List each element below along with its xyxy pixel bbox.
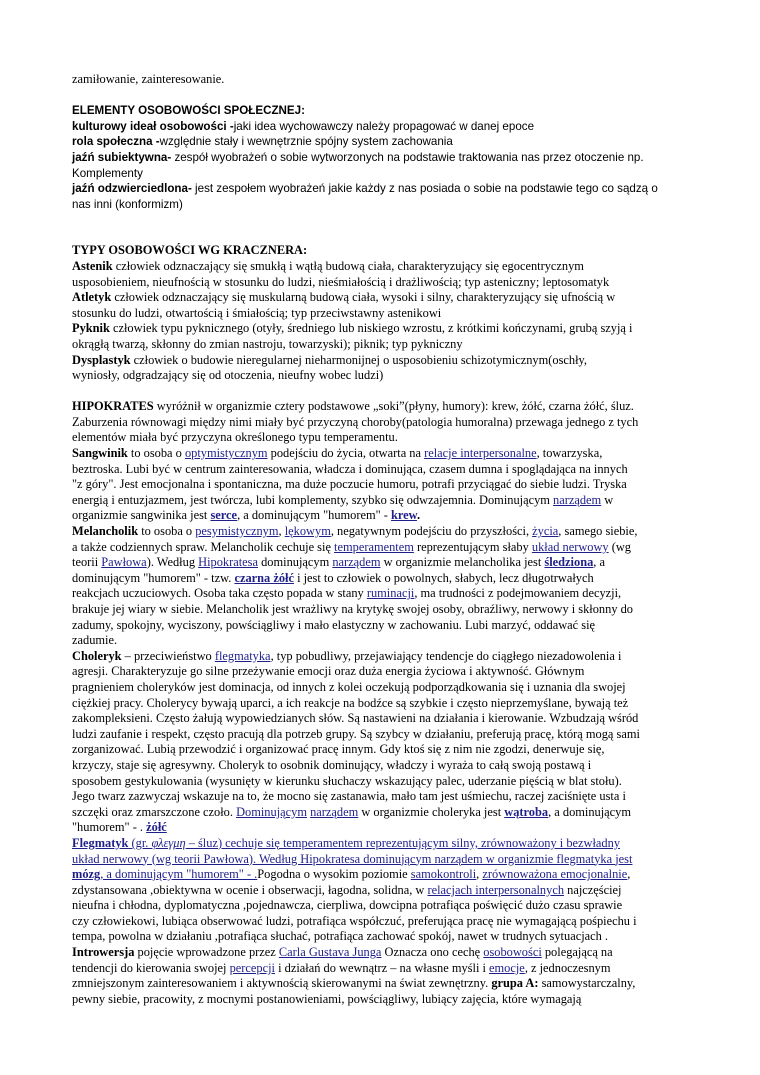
text-fragment: "humorem" - . bbox=[72, 820, 147, 835]
text-fragment: , samego siebie, bbox=[558, 524, 638, 539]
text-line bbox=[72, 337, 690, 353]
text-line bbox=[72, 649, 690, 665]
text-line bbox=[72, 742, 690, 758]
text-fragment: agresji. Charakteryzuje go silne przeżywanie emocji oraz duża energia życiowa i aktywność. Głównym bbox=[72, 664, 585, 679]
term: Melancholik bbox=[72, 524, 139, 539]
term: Sangwinik bbox=[72, 446, 128, 461]
text-fragment: , a dominującym "humorem" - . bbox=[100, 867, 258, 882]
text-fragment: zadumie. bbox=[72, 633, 118, 648]
text-fragment: Pogodna o wysokim poziomie bbox=[257, 867, 411, 882]
link-narzadem[interactable]: narządem bbox=[553, 492, 602, 507]
text-fragment: – przeciwieństwo bbox=[121, 648, 215, 663]
term: Flegmatyk bbox=[72, 835, 129, 850]
text-line bbox=[72, 961, 690, 977]
link-sledziona[interactable]: śledziona bbox=[544, 555, 594, 570]
text-fragment: . bbox=[416, 508, 421, 523]
text-line bbox=[72, 618, 690, 634]
link-osobowosci[interactable]: osobowości bbox=[483, 945, 542, 960]
text-fragment: w organizmie choleryka jest bbox=[358, 804, 505, 819]
text-line bbox=[72, 493, 690, 509]
text-fragment: najczęściej bbox=[564, 882, 622, 897]
text-line bbox=[72, 306, 690, 322]
text-fragment: w organizmie melancholika jest bbox=[380, 555, 545, 570]
text-fragment: , typ pobudliwy, przejawiający tendencje do ciągłego niezadowolenia i bbox=[270, 648, 622, 663]
text-fragment: beztroska. Lubi być w centrum zainteresowania, władcza i dominująca, czasem dumna i spoglądająca na innych bbox=[72, 461, 628, 476]
text-fragment: układ nerwowy (wg teorii Pawłowa). Według Hipokratesa dominującym narządem w organizmie flegmatyka jest bbox=[72, 851, 633, 866]
link-flegmatyka[interactable]: flegmatyka bbox=[214, 648, 271, 663]
text-line bbox=[72, 321, 690, 337]
text-line bbox=[72, 571, 690, 587]
text-line bbox=[72, 259, 690, 275]
link-lekowym[interactable]: lękowym bbox=[284, 524, 331, 539]
text-fragment: zespół wyobrażeń o sobie wytworzonych na podstawie traktowania nas przez otoczenie np. bbox=[171, 150, 644, 164]
text-line bbox=[72, 914, 690, 930]
text-fragment: sposobem gestykulowania (wysunięty w kierunku słuchaczy wskazujący palec, uderzanie pięścią w blat stołu). bbox=[72, 773, 622, 788]
text-line bbox=[72, 524, 690, 540]
text-fragment: pewny siebie, pracowity, z mocnymi postanowieniami, powściągliwy, lubiący zajęcia, które wymagają bbox=[72, 991, 582, 1006]
text-fragment: , negatywnym podejściu do przyszłości, bbox=[330, 524, 533, 539]
text-line bbox=[72, 181, 690, 197]
text-fragment: zdystansowana ,obiektywna w ocenie i obserwacji, łagodna, solidna, w bbox=[72, 882, 428, 897]
text-line bbox=[72, 586, 690, 602]
term: Dysplastyk bbox=[72, 352, 131, 367]
term: jaźń subiektywna- bbox=[72, 150, 172, 164]
text-fragment: zmniejszonym zainteresowaniem i aktywnością skierowanymi na świat zewnętrzny. bbox=[72, 976, 492, 991]
text-line bbox=[72, 774, 690, 790]
text-line bbox=[72, 898, 690, 914]
text-line bbox=[72, 789, 690, 805]
text-line bbox=[72, 929, 690, 945]
text-fragment: tendencji do kierowania swojej bbox=[72, 960, 230, 975]
text-fragment: brakuje jej wiary w siebie. Melancholik jest wrażliwy na krytykę swojej osoby, obraźliwy, nerwowy i skłonny do bbox=[72, 602, 634, 616]
text-fragment: ). Według bbox=[146, 555, 199, 570]
link-samokontroli[interactable]: samokontroli bbox=[410, 867, 477, 882]
text-line bbox=[72, 197, 690, 213]
text-line bbox=[72, 508, 690, 524]
text-fragment: człowiek typu pyknicznego (otyły, średniego lub niskiego wzrostu, z krótkimi kończynami, grubą szyją i bbox=[109, 321, 633, 336]
text-line bbox=[72, 368, 690, 384]
text-fragment: zakompleksieni. Często żałują wypowiedzianych słów. Są nastawieni na działania i kierowanie. Wzbudzają wśród bbox=[72, 711, 639, 726]
text-line bbox=[72, 602, 690, 618]
text-fragment: człowiek o budowie nieregularnej nieharmonijnej o usposobieniu schizotymicznym(oschły, bbox=[130, 352, 588, 367]
text-fragment: polegającą na bbox=[541, 945, 613, 960]
text-fragment: Oznacza ono cechę bbox=[381, 945, 484, 960]
section-heading-typy: TYPY OSOBOWOŚCI WG KRACZNERA: bbox=[72, 243, 308, 258]
text-line bbox=[72, 805, 690, 821]
text-line bbox=[72, 166, 690, 182]
link-percepcji[interactable]: percepcji bbox=[229, 960, 275, 975]
text-fragment: nieufna i chłodna, dyplomatyczna ,pojednawcza, cierpliwa, dowcipna potrafiąca poświęcić dużo czasu sprawie bbox=[72, 898, 623, 913]
text-fragment: nas inni (konformizm) bbox=[72, 197, 183, 211]
text-fragment: "z góry". Jest emocjonalna i spontaniczna, ma duże poczucie humoru, potrafi przyciągać do siebie ludzi. Tryska bbox=[72, 477, 627, 492]
link-ruminacji[interactable]: ruminacji bbox=[366, 586, 415, 601]
text-line bbox=[72, 867, 690, 883]
text-fragment: szczęki oraz zmarszczone czoło. bbox=[72, 804, 237, 819]
text-fragment: , bbox=[476, 867, 483, 882]
text-fragment: podejściu do życia, otwarta na bbox=[267, 446, 425, 461]
term: grupa A: bbox=[491, 976, 539, 991]
text-line bbox=[72, 430, 690, 446]
text-fragment: tempa, powolna w działaniu ,potrafiąca słuchać, potrafiąca zachować spokój, nawet w trudnych sytuacjach . bbox=[72, 929, 609, 944]
link-carla-gustava-junga[interactable]: Carla Gustava Junga bbox=[278, 945, 382, 960]
text-fragment: dominującym "humorem" - tzw. bbox=[72, 570, 235, 585]
text-fragment: krzyczy, staje się agresywny. Choleryk to osobnik dominujący, władczy i wyraża to całą swoją postawą i bbox=[72, 757, 592, 772]
text-fragment: Jego twarz zazwyczaj wskazuje na to, że mocno się zastanawia, mało tam jest uśmiechu, raczej zaciśnięte usta i bbox=[72, 789, 626, 804]
text-fragment: względnie stały i wewnętrznie spójny system zachowania bbox=[159, 135, 453, 149]
term: Astenik bbox=[72, 258, 113, 273]
document-page bbox=[72, 72, 690, 1007]
text-fragment: to osoba o bbox=[127, 446, 185, 461]
text-line bbox=[72, 477, 690, 493]
text-line bbox=[72, 399, 690, 415]
link-serce[interactable]: serce bbox=[210, 508, 238, 523]
link-hipokratesa[interactable]: Hipokratesa bbox=[198, 555, 258, 570]
text-line bbox=[72, 72, 690, 88]
term: kulturowy ideał osobowości - bbox=[72, 119, 234, 133]
link-zolc[interactable]: żółć bbox=[146, 820, 167, 835]
link-pesymistycznym[interactable]: pesymistycznym bbox=[195, 524, 279, 539]
text-fragment: człowiek odznaczający się smukłą i wątłą budową ciała, charakteryzujący się egocentrycznym bbox=[112, 258, 584, 273]
text-fragment: ludzi zaufanie i respekt, często pracują dla potrzeb grupy. Są szybcy w działaniu, preferują pracę, którą mogą sami bbox=[72, 726, 640, 741]
text-fragment: okrągłą twarzą, skłonny do zmian nastroju, towarzyski); piknik; typ pykniczny bbox=[72, 336, 463, 351]
text-line bbox=[72, 758, 690, 774]
text-fragment: usposobieniem, nieufnością w stosunku do ludzi, nieśmiałością i drażliwością; typ asteniczny; leptosomatyk bbox=[72, 274, 610, 289]
link-krew[interactable]: krew bbox=[391, 508, 417, 523]
text-fragment: a także codziennych spraw. Melancholik cechuje się bbox=[72, 539, 335, 554]
text-fragment: energią i entuzjazmem, jest twórcza, lubi komplementy, szybko się odwzajemnia. Dominującym bbox=[72, 492, 554, 507]
term: Choleryk bbox=[72, 648, 122, 663]
text-line bbox=[72, 664, 690, 680]
text-fragment: , a dominującym "humorem" - bbox=[237, 508, 392, 523]
text-fragment: zadumy, spokojny, wyciszony, powściągliwy i mało elastyczny w zachowaniu. Lubi marzyć, oddawać się bbox=[72, 617, 596, 632]
text-fragment: samowystarczalny, bbox=[538, 976, 636, 991]
link-zrownowazona-emocjonalnie[interactable]: zrównoważona emocjonalnie bbox=[482, 867, 628, 882]
link-czarna-zolc[interactable]: czarna żółć bbox=[234, 570, 294, 585]
text-fragment: zorganizować. Lubią przewodzić i organizować pracę innym. Gdy ktoś się z nim nie zgodzi, denerwuje się, bbox=[72, 742, 605, 757]
text-fragment: pojęcie wprowadzone przez bbox=[134, 945, 279, 960]
text-fragment: w bbox=[601, 492, 614, 507]
text-fragment: , z jednoczesnym bbox=[524, 960, 611, 975]
text-fragment: Zaburzenia równowagi między nimi miały być przyczyną choroby(patologia humoralna) przewaga jednego z tych bbox=[72, 414, 639, 429]
link-narzadem[interactable]: narządem bbox=[310, 804, 359, 819]
text-line bbox=[72, 680, 690, 696]
text-line bbox=[72, 727, 690, 743]
text-line bbox=[72, 134, 690, 150]
text-fragment: (wg bbox=[608, 539, 631, 554]
text-fragment: stosunku do ludzi, otwartością i śmiałością; typ przeciwstawny astenikowi bbox=[72, 305, 442, 320]
term: rola społeczna - bbox=[72, 135, 160, 149]
text-fragment: teorii bbox=[72, 555, 102, 570]
text-fragment: , bbox=[627, 867, 631, 882]
text-line bbox=[72, 883, 690, 899]
text-line bbox=[72, 992, 690, 1008]
link-narzadem[interactable]: narządem bbox=[332, 555, 381, 570]
term: HIPOKRATES bbox=[72, 399, 154, 414]
link-relacjach-interpersonalnych[interactable]: relacjach interpersonalnych bbox=[427, 882, 565, 897]
text-line bbox=[72, 462, 690, 478]
text-fragment: , a dominującym bbox=[548, 804, 632, 819]
text-fragment: , a bbox=[593, 555, 605, 570]
link-uklad-nerwowy[interactable]: układ nerwowy bbox=[531, 539, 609, 554]
text-fragment: i jest to człowiek o powolnych, słabych, lecz długotrwałych bbox=[293, 570, 594, 585]
link-relacje-interpersonalne[interactable]: relacje interpersonalne bbox=[424, 446, 537, 461]
term: jaźń odzwierciedlona- bbox=[72, 182, 192, 196]
text-line bbox=[72, 446, 690, 462]
text-fragment: Komplementy bbox=[72, 166, 143, 180]
link-optymistycznym[interactable]: optymistycznym bbox=[184, 446, 268, 461]
text-fragment: pragnieniem choleryków jest dominacja, od innych z kolei oczekują podporządkowania się i uznania dla swojej bbox=[72, 679, 626, 694]
text-fragment: wyróżnił w organizmie cztery podstawowe „soki”(płyny, humory): krew, żółć, czarna żółć, śluz. bbox=[153, 399, 634, 414]
section-heading-elementy: ELEMENTY OSOBOWOŚCI SPOŁECZNEJ: bbox=[72, 104, 305, 118]
text-fragment: czy człowiekowi, lubiąca obserwować ludzi, potrafiąca współczuć, preferująca pracę nie wymagającą pośpiechu i bbox=[72, 913, 637, 928]
text-line bbox=[72, 290, 690, 306]
text-fragment: , bbox=[278, 524, 285, 539]
term: Introwersja bbox=[72, 945, 135, 960]
text-fragment: dominującym bbox=[258, 555, 333, 570]
text-fragment: jest zespołem wyobrażeń jakie każdy z nas posiada o sobie na podstawie tego co sądzą o bbox=[191, 182, 658, 196]
text-fragment: reakcjach uczuciowych. Osoba taka często popada w stany bbox=[72, 586, 367, 601]
link-zycia[interactable]: życia bbox=[532, 524, 559, 539]
text-line bbox=[72, 540, 690, 556]
text-fragment: (gr. bbox=[128, 835, 152, 850]
text-line bbox=[72, 945, 690, 961]
text-line bbox=[72, 415, 690, 431]
term: Pyknik bbox=[72, 321, 110, 336]
text-fragment: – śluz) cechuje się temperamentem reprezentującym silny, zrównoważony i bezwładny bbox=[185, 835, 621, 850]
text-line bbox=[72, 820, 690, 836]
link-pawlowa[interactable]: Pawłowa bbox=[101, 555, 147, 570]
text-line bbox=[72, 852, 690, 868]
text-line bbox=[72, 633, 690, 649]
greek-word: φλεγμη bbox=[151, 835, 186, 850]
text-line bbox=[72, 836, 690, 852]
link-watroba[interactable]: wątroba bbox=[504, 804, 549, 819]
link-dominujacym[interactable]: Dominującym bbox=[236, 804, 307, 819]
text-fragment: elementów miała być przyczyna określonego typu temperamentu. bbox=[72, 430, 398, 445]
text-fragment: to osoba o bbox=[138, 524, 196, 539]
text-fragment: człowiek odznaczający się muskularną budową ciała, wysoki i silny, charakteryzujący się ufnością w bbox=[111, 290, 616, 305]
text-fragment: ciężkiej pracy. Cholerycy bywają uparci, a ich reakcje na bodźce są szybkie i często nieprzemyślane, bywają też bbox=[72, 695, 629, 710]
text-line bbox=[72, 555, 690, 571]
text-fragment: , towarzyska, bbox=[536, 446, 603, 461]
text-line bbox=[72, 150, 690, 166]
text-fragment: zamiłowanie, zainteresowanie. bbox=[72, 72, 225, 86]
link-temperamentem[interactable]: temperamentem bbox=[334, 539, 414, 554]
text-fragment: i działań do wewnątrz – na własne myśli i bbox=[275, 960, 490, 975]
term: Atletyk bbox=[72, 290, 112, 305]
text-line bbox=[72, 119, 690, 135]
text-fragment: jaki idea wychowawczy należy propagować w danej epoce bbox=[233, 119, 535, 133]
link-emocje[interactable]: emocje bbox=[489, 960, 525, 975]
text-line bbox=[72, 275, 690, 291]
text-fragment: , ma trudności z podejmowaniem decyzji, bbox=[414, 586, 622, 601]
text-fragment: organizmie sangwinika jest bbox=[72, 508, 211, 523]
text-line bbox=[72, 976, 690, 992]
text-line bbox=[72, 696, 690, 712]
text-line bbox=[72, 353, 690, 369]
text-line bbox=[72, 711, 690, 727]
text-fragment: wyniosły, odgradzający się od otoczenia, nieufny wobec ludzi) bbox=[72, 368, 384, 383]
text-fragment: reprezentującym słaby bbox=[413, 539, 532, 554]
link-mozg[interactable]: mózg bbox=[72, 867, 101, 882]
